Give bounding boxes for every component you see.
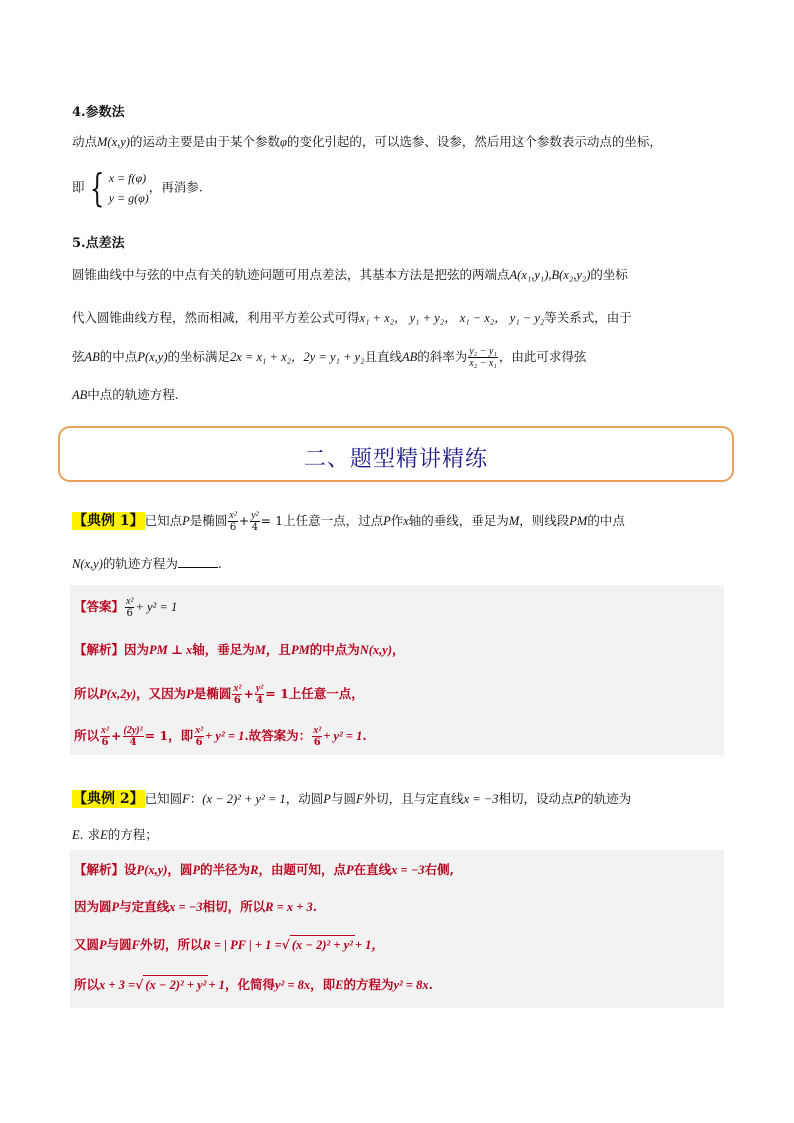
example-1-solution-line-2: 所以P(x,2y)，又因为P是椭圆 $\frac{\text{x²}}{6}$ + $\frac{\text{y²}}{4}$ = 1上任意一点， <box>74 683 364 706</box>
section-5-heading: 5.点差法 <box>72 236 125 251</box>
section-5-line-1: 圆锥曲线中与弦的中点有关的轨迹问题可用点差法，其基本方法是把弦的两端点A(x₁,y₁),B(x₂,y₂)的坐标 <box>72 267 628 282</box>
parametric-system: x = f(φ) y = g(φ) <box>108 171 149 205</box>
example-2-solution-line-4: 所以x + 3 =√ (x − 2)² + y² + 1，化简得y² = 8x，即E的方程为y² = 8x. <box>74 977 434 992</box>
example-2-solution-line-2: 因为圆P与定直线x = −3相切，所以R = x + 3. <box>74 899 318 914</box>
example-1-tag: 【典例 1】 <box>73 513 144 529</box>
example-2-solution-line-1: 【解析】设P(x,y)，圆P的半径为R，由题可知，点P在直线x = −3右侧, <box>74 862 454 877</box>
example-2-question-line-1: 【典例 2】已知圆F：(x − 2)² + y² = 1，动圆P与圆F外切，且与定直线x = −3相切，设动点P的轨迹为 <box>73 791 632 807</box>
section-5-line-4: AB中点的轨迹方程. <box>72 387 179 402</box>
example-1-question-line-2: N(x,y)的轨迹方程为 . <box>72 556 222 571</box>
example-2-question-line-2: E. 求E的方程； <box>72 827 158 842</box>
example-2-solution-line-3: 又圆P与圆F外切，所以R = | PF | + 1 =√ (x − 2)² + y² + 1， <box>74 937 384 952</box>
slope-fraction: $\frac{\text{y₂ − y₁}}{\text{x₂ − x₁}}$ <box>469 346 497 369</box>
example-2-tag: 【典例 2】 <box>73 791 144 807</box>
example-1-answer: 【答案】 $\frac{\text{x²}}{6}$ + y² = 1 <box>74 596 178 619</box>
left-brace: { <box>89 166 104 210</box>
section-banner <box>58 426 734 482</box>
section-4-heading: 4.参数法 <box>72 105 125 120</box>
section-4-line-1: 动点M(x,y)的运动主要是由于某个参数φ的变化引起的，可以选参、设参，然后用这个参数表示动点的坐标， <box>72 134 662 149</box>
example-1-solution-line-1: 【解析】因为PM ⊥ x轴，垂足为M，且PM的中点为N(x,y)， <box>74 642 405 657</box>
example-1-solution-line-3: 所以 $\frac{\text{x²}}{6}$ + $\frac{\text{(2y)²}}{4}$ = 1，即 $\frac{\text{x²}}{6}$ + y² = 1.故答案为： $\frac{\text{x²}}{6}$ + y² = 1. <box>74 725 367 748</box>
section-5-line-3: 弦AB的中点P(x,y)的坐标满足2x = x₁ + x₂，2y = y₁ + y₂且直线AB的斜率为 $\frac{\text{y₂ − y₁}}{\text{x₂ − x₁}}$ ，由此可求得弦 <box>72 346 587 369</box>
answer-blank <box>178 555 218 568</box>
section-4-line-2: 即 { x = f(φ) y = g(φ) ，再消参. <box>72 166 203 210</box>
example-1-question-line-1: 【典例 1】已知点P是椭圆 $\frac{\text{x²}}{6}$ + $\frac{\text{y²}}{4}$ = 1上任意一点，过点P作x轴的垂线，垂足为M，则线段PM的中点 <box>73 510 625 533</box>
section-5-line-2: 代入圆锥曲线方程，然而相减，利用平方差公式可得x₁ + x₂， y₁ + y₂， x₁ − x₂， y₁ − y₂等关系式，由于 <box>72 310 632 325</box>
banner-title: 二、题型精讲精练 <box>303 447 488 472</box>
